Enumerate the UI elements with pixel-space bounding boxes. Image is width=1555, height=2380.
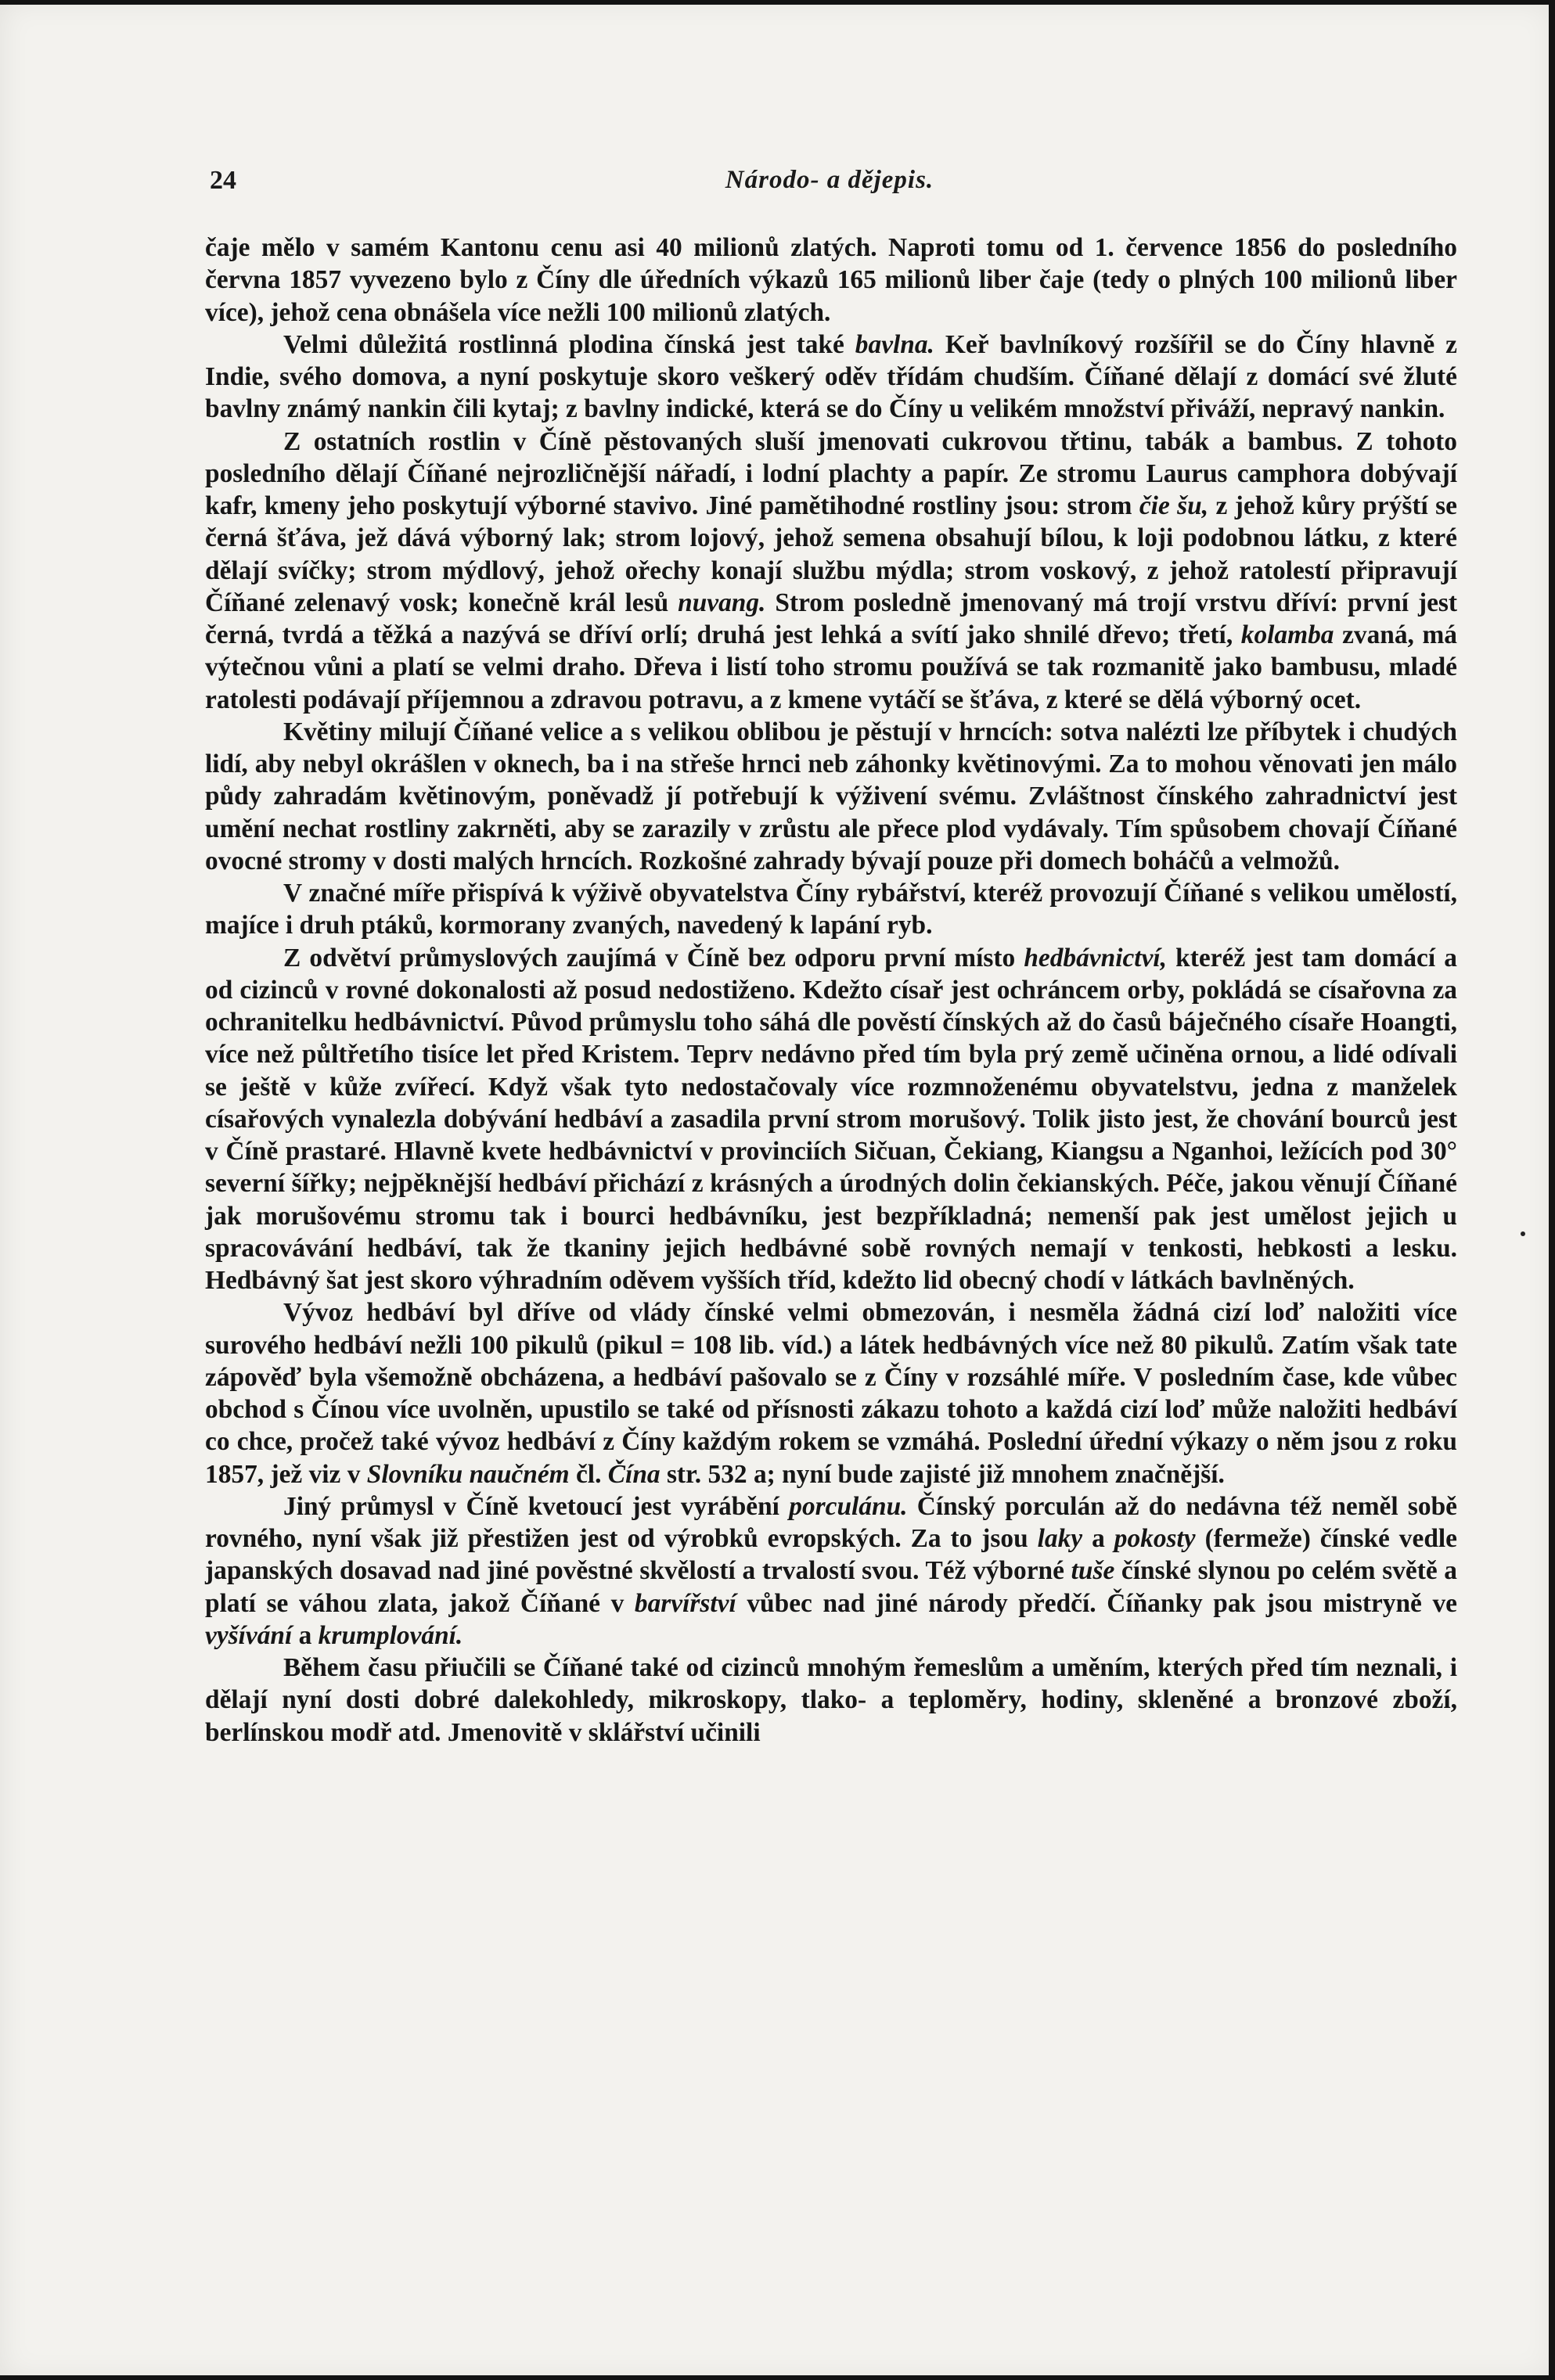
paragraph (205, 426, 1457, 716)
text-run: Vývoz hedbáví byl dříve od vlády čínské velmi obmezován, i nesměla žádná cizí loď naložiti více surového hedbáví nežli 100 pikulů (pikul = 108 lib. víd.) a látek hedbávných více než 80 pikulů. Zatím však tate zápověď byla všemožně obcházena, a hedbáví pašovalo se z Číny v rozsáhlé míře. V posledním čase, kde vůbec obchod s Čínou více uvolněn, upustilo se také od přísnosti zákazu tohoto a každá cizí loď může naložiti hedbáví co chce, pročež také vývoz hedbáví z Číny každým rokem se vzmáhá. Poslední úřední výkazy o něm jsou z roku 1857, jež viz v (205, 1298, 1457, 1489)
italic-term: laky (1037, 1524, 1083, 1553)
running-head: Národo- a dějepis. (725, 166, 934, 194)
italic-term: krumplování. (318, 1620, 463, 1650)
text-run: V značné míře přispívá k výživě obyvatelstva Číny rybářství, kteréž provozují Číňané s velikou umělostí, majíce i druh ptáků, kormorany zvaných, navedený k lapání ryb. (205, 879, 1457, 940)
page-number: 24 (210, 166, 236, 195)
body-text (205, 232, 1457, 1749)
italic-term: Čína (607, 1459, 661, 1489)
italic-term: vyšívání (205, 1620, 293, 1650)
text-run: Čínský porculán až do nedávna též neměl sobě rovného, nyní však již přestižen jest od výrobků evropských. Za to jsou (205, 1491, 1457, 1553)
italic-term: hedbávnictví, (1024, 943, 1168, 972)
text-run: čaje mělo v samém Kantonu cenu asi 40 milionů zlatých. Naproti tomu od 1. července 1856 do posledního června 1857 vyvezeno bylo z Číny dle úředních výkazů 165 milionů liber čaje (tedy o plných 100 milionů liber více), jehož cena obnášela více nežli 100 milionů zlatých. (205, 233, 1457, 327)
page-header (210, 166, 1449, 205)
text-run: a (292, 1620, 319, 1650)
italic-term: porculánu. (789, 1491, 908, 1521)
italic-term: nuvang. (678, 588, 766, 617)
text-run: Jiný průmysl v Číně kvetoucí jest vyrábění (283, 1491, 790, 1521)
stray-mark (1521, 1231, 1525, 1236)
text-run: čl. (569, 1459, 608, 1489)
paragraph (205, 232, 1457, 329)
scan-edge-bottom (0, 2375, 1555, 2380)
paragraph (205, 1652, 1457, 1749)
paragraph (205, 877, 1457, 942)
italic-term: kolamba (1240, 620, 1334, 649)
text-run: vůbec nad jiné národy předčí. Číňanky pak jsou mistryně ve (736, 1588, 1457, 1618)
italic-term: barvířství (634, 1588, 736, 1618)
paragraph (205, 716, 1457, 877)
text-run: Z ostatních rostlin v Číně pěstovaných sluší jmenovati cukrovou třtinu, tabák a bambus. Z tohoto posledního dělají Číňané nejrozličnější nářadí, i lodní plachty a papír. Ze stromu Laurus camphora dobývají kafr, kmeny jeho poskytují výborné stavivo. Jiné pamětihodné rostliny jsou: strom (205, 426, 1457, 520)
italic-term: čie šu, (1139, 491, 1209, 520)
text-run: Květiny milují Číňané velice a s velikou oblibou je pěstují v hrncích: sotva nalézti lze příbytek i chudých lidí, aby nebyl okrášlen v oknech, ba i na střeše hrnci neb záhonky květinovými. Za to mohou věnovati jen málo půdy zahradám květinovým, poněvadž jí potřebují k výživení svému. Zvláštnost čínského zahradnictví jest umění nechat rostliny zakrněti, aby se zarazily v zrůstu ale přece plod vydávaly. Tím spůsobem chovají Číňané ovocné stromy v dosti malých hrncích. Rozkošné zahrady bývají pouze při domech boháčů a velmožů. (205, 717, 1457, 875)
text-run: (fermeže) čínské vedle japanských dosavad nad jiné pověstné skvělostí a trvalostí svou. Též výborné (205, 1524, 1457, 1586)
italic-term: pokosty (1114, 1524, 1196, 1553)
text-run: a (1082, 1524, 1114, 1553)
paragraph (205, 1296, 1457, 1490)
text-run: Velmi důležitá rostlinná plodina čínská jest také (283, 329, 855, 359)
text-run: čínské slynou po celém světě a platí se váhou zlata, jakož Číňané v (205, 1556, 1458, 1618)
text-run: str. 532 a; nyní bude zajisté již mnohem značnější. (660, 1459, 1225, 1489)
italic-term: Slovníku naučném (366, 1459, 570, 1489)
italic-term: tuše (1071, 1556, 1115, 1586)
paragraph (205, 1490, 1457, 1652)
scan-edge-top (0, 0, 1555, 5)
text-run: Během času přiučili se Číňané také od cizinců mnohým řemeslům a uměním, kterých před tím neznali, i dělají nyní dosti dobré dalekohledy, mikroskopy, tlako- a teploměry, hodiny, skleněné a bronzové zboží, berlínskou modř atd. Jmenovitě v sklářství učinili (205, 1653, 1457, 1747)
text-run: zvaná, má výtečnou vůni a platí se velmi draho. Dřeva i listí toho stromu používá se tak rozmanitě jako bambusu, mladé ratolesti podávají příjemnou a zdravou potravu, a z kmene vytáčí se šťáva, z které se dělá výborný ocet. (205, 620, 1457, 714)
scan-edge-right (1549, 0, 1555, 2380)
text-run: kteréž jest tam domácí a od cizinců v rovné dokonalosti až posud nedostiženo. Kdežto císař jest ochráncem orby, pokládá se císařovna za ochranitelku hedbávnictví. Původ průmyslu toho sáhá dle pověstí čínských až do časů báječného císaře Hoangti, více než půltřetího tisíce let před Kristem. Teprv nedávno před tím byla prý země učiněna ornou, a lidé odívali se ještě v kůže zvířecí. Když však tyto nedostačovaly více rozmnoženému obyvatelstvu, jedna z manželek císařových vynalezla dobývání hedbáví a zasadila první strom morušový. Tolik jisto jest, že chování bourců jest v Číně prastaré. Hlavně kvete hedbávnictví v provinciích Sičuan, Čekiang, Kiangsu a Nganhoi, ležících pod 30° severní šířky; nejpěknější hedbáví přichází z krásných a úrodných dolin čekianských. Péče, jakou věnují Číňané jak morušovému stromu tak i bourci hedbávníku, jest bezpříkladná; nemenší pak jest umělost jejich u spracovávání hedbáví, tak že tkaniny jejich hedbávné sobě rovných nemají v tenkosti, hebkosti a lesku. Hedbávný šat jest skoro výhradním oděvem vyšších tříd, kdežto lid obecný chodí v látkách bavlněných. (205, 943, 1457, 1295)
paragraph (205, 329, 1457, 426)
text-run: Z odvětví průmyslových zaujímá v Číně bez odporu první místo (283, 943, 1024, 972)
text-run: Strom posledně jmenovaný má trojí vrstvu dříví: první jest černá, tvrdá a těžká a nazývá se dříví orlí; druhá jest lehká a svítí jako shnilé dřevo; třetí, (205, 588, 1457, 649)
text-run: Keř bavlníkový rozšířil se do Číny hlavně z Indie, svého domova, a nyní poskytuje skoro veškerý oděv třídám chudším. Číňané dělají z domácí své žluté bavlny známý nankin čili kytaj; z bavlny indické, která se do Číny u velikém množství přiváží, nepravý nankin. (205, 329, 1457, 424)
paragraph (205, 942, 1457, 1297)
italic-term: bavlna. (855, 329, 934, 359)
text-run: z jehož kůry prýští se černá šťáva, jež dává výborný lak; strom lojový, jehož semena obsahují bílou, k loji podobnou látku, z které dělají svíčky; strom mýdlový, jehož ořechy konají službu mýdla; strom voskový, z jehož ratolestí připravují Číňané zelenavý vosk; konečně král lesů (205, 491, 1457, 617)
